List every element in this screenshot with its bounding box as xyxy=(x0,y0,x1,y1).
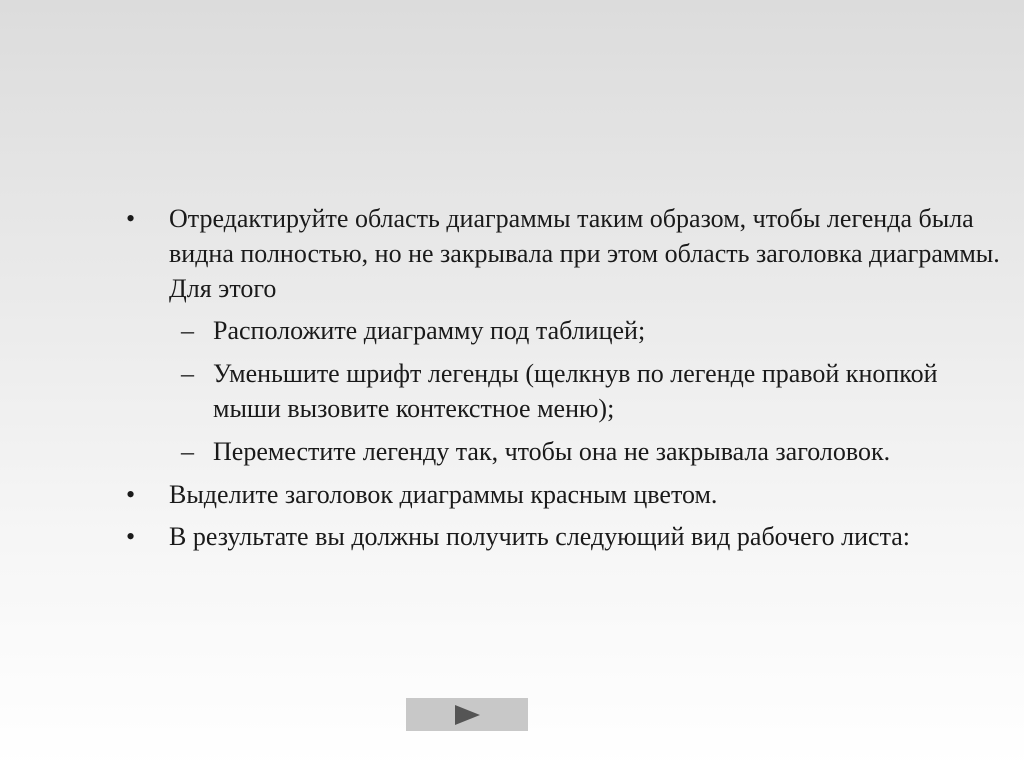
slide-content xyxy=(126,201,1006,561)
sub-item-text: Уменьшите шрифт легенды (щелкнув по легенде правой кнопкой мыши вызовите контекстное меню); xyxy=(213,359,938,423)
sub-item-text: Расположите диаграмму под таблицей; xyxy=(213,316,646,345)
play-arrow-icon xyxy=(455,705,480,725)
sub-item-text: Переместите легенду так, чтобы она не закрывала заголовок. xyxy=(213,437,891,466)
dash-marker: – xyxy=(181,437,194,466)
bullet-item-highlight-title xyxy=(126,477,1006,512)
bullet-marker: • xyxy=(126,480,136,509)
bullet-item-edit-chart-area xyxy=(126,201,1006,306)
sub-item-place-chart xyxy=(126,313,1006,348)
dash-marker: – xyxy=(181,359,194,388)
bullet-text: В результате вы должны получить следующий вид рабочего листа: xyxy=(169,522,911,551)
bullet-text: Отредактируйте область диаграммы таким образом, чтобы легенда была видна полностью, но не закрывала при этом область заголовка диаграммы. Для этого xyxy=(169,204,1000,303)
bullet-marker: • xyxy=(126,204,136,233)
bullet-item-result xyxy=(126,519,1006,554)
bullet-marker: • xyxy=(126,522,136,551)
dash-marker: – xyxy=(181,316,194,345)
sub-item-move-legend xyxy=(126,434,1006,469)
sub-item-reduce-legend-font xyxy=(126,356,1006,426)
next-slide-button[interactable] xyxy=(406,698,528,731)
bullet-text: Выделите заголовок диаграммы красным цветом. xyxy=(169,480,718,509)
